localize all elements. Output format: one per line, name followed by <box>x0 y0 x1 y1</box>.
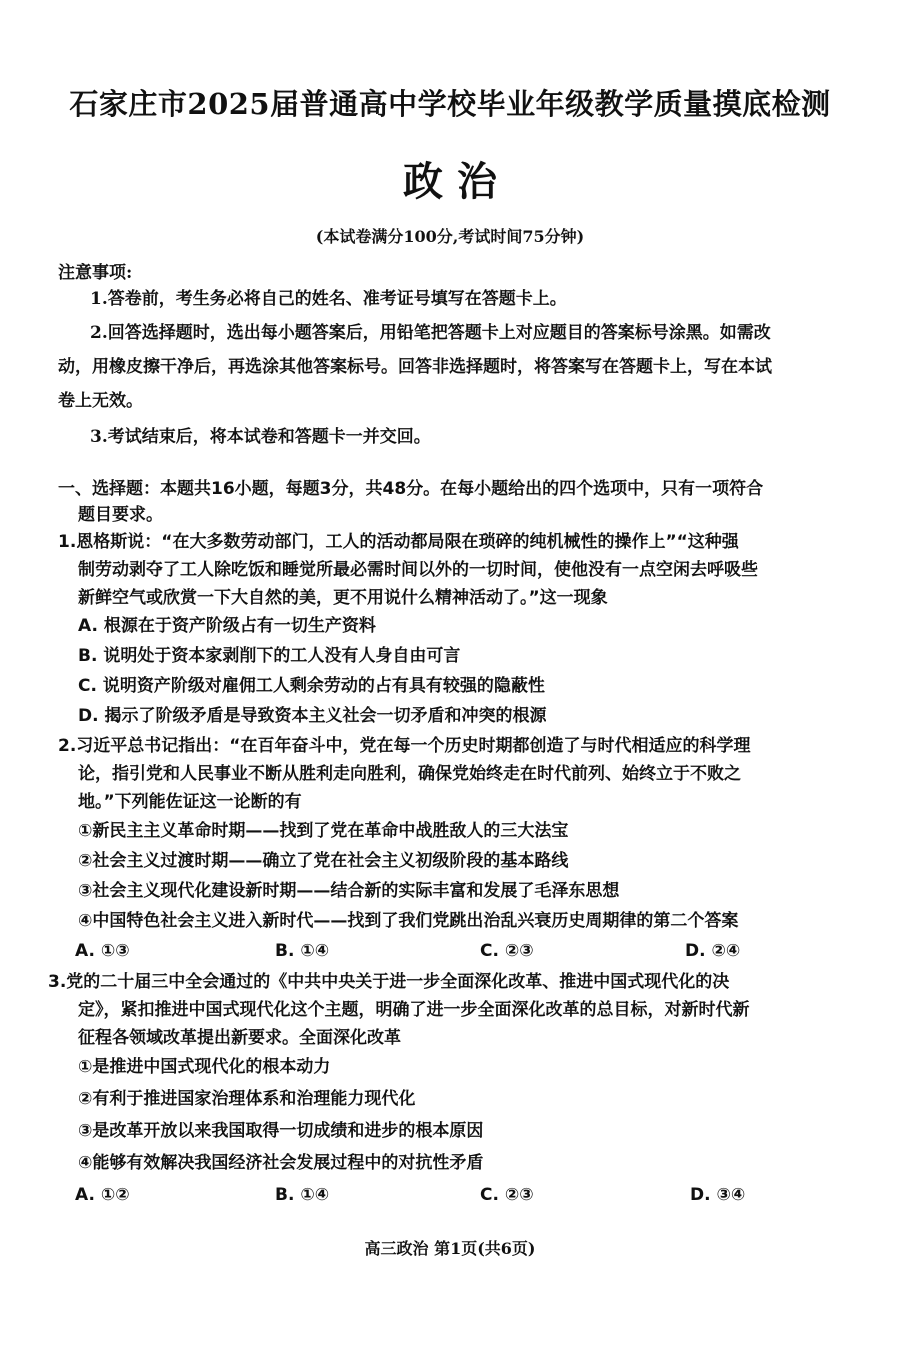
q1-option-c: C. 说明资产阶级对雇佣工人剩余劳动的占有具有较强的隐蔽性 <box>78 676 545 696</box>
notice-item-1: 1.答卷前，考生务必将自己的姓名、准考证号填写在答题卡上。 <box>90 289 567 309</box>
notice-item-3: 3.考试结束后，将本试卷和答题卡一并交回。 <box>90 427 431 447</box>
q2-statement-3: ③社会主义现代化建设新时期——结合新的实际丰富和发展了毛泽东思想 <box>78 881 620 901</box>
subject-title: 政 治 <box>403 158 497 205</box>
notice-item-2-line-2: 动，用橡皮擦干净后，再选涂其他答案标号。回答非选择题时，将答案写在答题卡上，写在本试 <box>58 357 772 377</box>
q3-stem-line-2: 定》，紧扣推进中国式现代化这个主题，明确了进一步全面深化改革的总目标，对新时代新 <box>78 1000 750 1020</box>
q2-choice-a: A. ①③ <box>75 941 130 961</box>
q2-choice-c: C. ②③ <box>480 941 534 961</box>
q1-stem-line-2: 制劳动剥夺了工人除吃饭和睡觉所最必需时间以外的一切时间，使他没有一点空闲去呼吸些 <box>78 560 758 580</box>
exam-title: 石家庄市2025届普通高中学校毕业年级教学质量摸底检测 <box>69 87 831 121</box>
section-1-heading-line-1: 一、选择题：本题共16小题，每题3分，共48分。在每小题给出的四个选项中，只有一项符合 <box>58 479 764 499</box>
q1-stem-line-3: 新鲜空气或欣赏一下大自然的美，更不用说什么精神活动了。”这一现象 <box>78 588 608 608</box>
notice-item-2-line-3: 卷上无效。 <box>58 391 143 411</box>
q3-choice-a: A. ①② <box>75 1185 130 1205</box>
q3-stem-line-1: 3.党的二十届三中全会通过的《中共中央关于进一步全面深化改革、推进中国式现代化的决 <box>48 972 730 992</box>
page-footer: 高三政治 第1页(共6页) <box>364 1239 536 1258</box>
section-1-heading-line-2: 题目要求。 <box>78 505 163 525</box>
q2-statement-1: ①新民主主义革命时期——找到了党在革命中战胜敌人的三大法宝 <box>78 821 569 841</box>
q2-statement-2: ②社会主义过渡时期——确立了党在社会主义初级阶段的基本路线 <box>78 851 569 871</box>
q2-choice-b: B. ①④ <box>275 941 330 961</box>
q2-statement-4: ④中国特色社会主义进入新时代——找到了我们党跳出治乱兴衰历史周期律的第二个答案 <box>78 911 739 931</box>
q2-choice-d: D. ②④ <box>685 941 741 961</box>
q1-option-a: A. 根源在于资产阶级占有一切生产资料 <box>78 616 376 636</box>
q2-stem-line-1: 2.习近平总书记指出：“在百年奋斗中，党在每一个历史时期都创造了与时代相适应的科学理 <box>58 736 751 756</box>
q3-statement-3: ③是改革开放以来我国取得一切成绩和进步的根本原因 <box>78 1121 484 1141</box>
q3-choice-b: B. ①④ <box>275 1185 330 1205</box>
q1-option-b: B. 说明处于资本家剥削下的工人没有人身自由可言 <box>78 646 461 666</box>
q3-statement-4: ④能够有效解决我国经济社会发展过程中的对抗性矛盾 <box>78 1153 484 1173</box>
notice-heading: 注意事项: <box>58 263 133 283</box>
q3-choice-d: D. ③④ <box>690 1185 746 1205</box>
q1-stem-line-1: 1.恩格斯说：“在大多数劳动部门，工人的活动都局限在琐碎的纯机械性的操作上”“这种强 <box>58 532 739 552</box>
q3-statement-2: ②有利于推进国家治理体系和治理能力现代化 <box>78 1089 416 1109</box>
q2-stem-line-2: 论，指引党和人民事业不断从胜利走向胜利，确保党始终走在时代前列、始终立于不败之 <box>78 764 741 784</box>
q2-stem-line-3: 地。”下列能佐证这一论断的有 <box>78 792 302 812</box>
q1-option-d: D. 揭示了阶级矛盾是导致资本主义社会一切矛盾和冲突的根源 <box>78 706 547 726</box>
q3-stem-line-3: 征程各领域改革提出新要求。全面深化改革 <box>78 1028 401 1048</box>
q3-choice-c: C. ②③ <box>480 1185 534 1205</box>
q3-statement-1: ①是推进中国式现代化的根本动力 <box>78 1057 331 1077</box>
notice-item-2-line-1: 2.回答选择题时，选出每小题答案后，用铅笔把答题卡上对应题目的答案标号涂黑。如需改 <box>90 323 771 343</box>
exam-info: (本试卷满分100分,考试时间75分钟) <box>315 227 585 246</box>
